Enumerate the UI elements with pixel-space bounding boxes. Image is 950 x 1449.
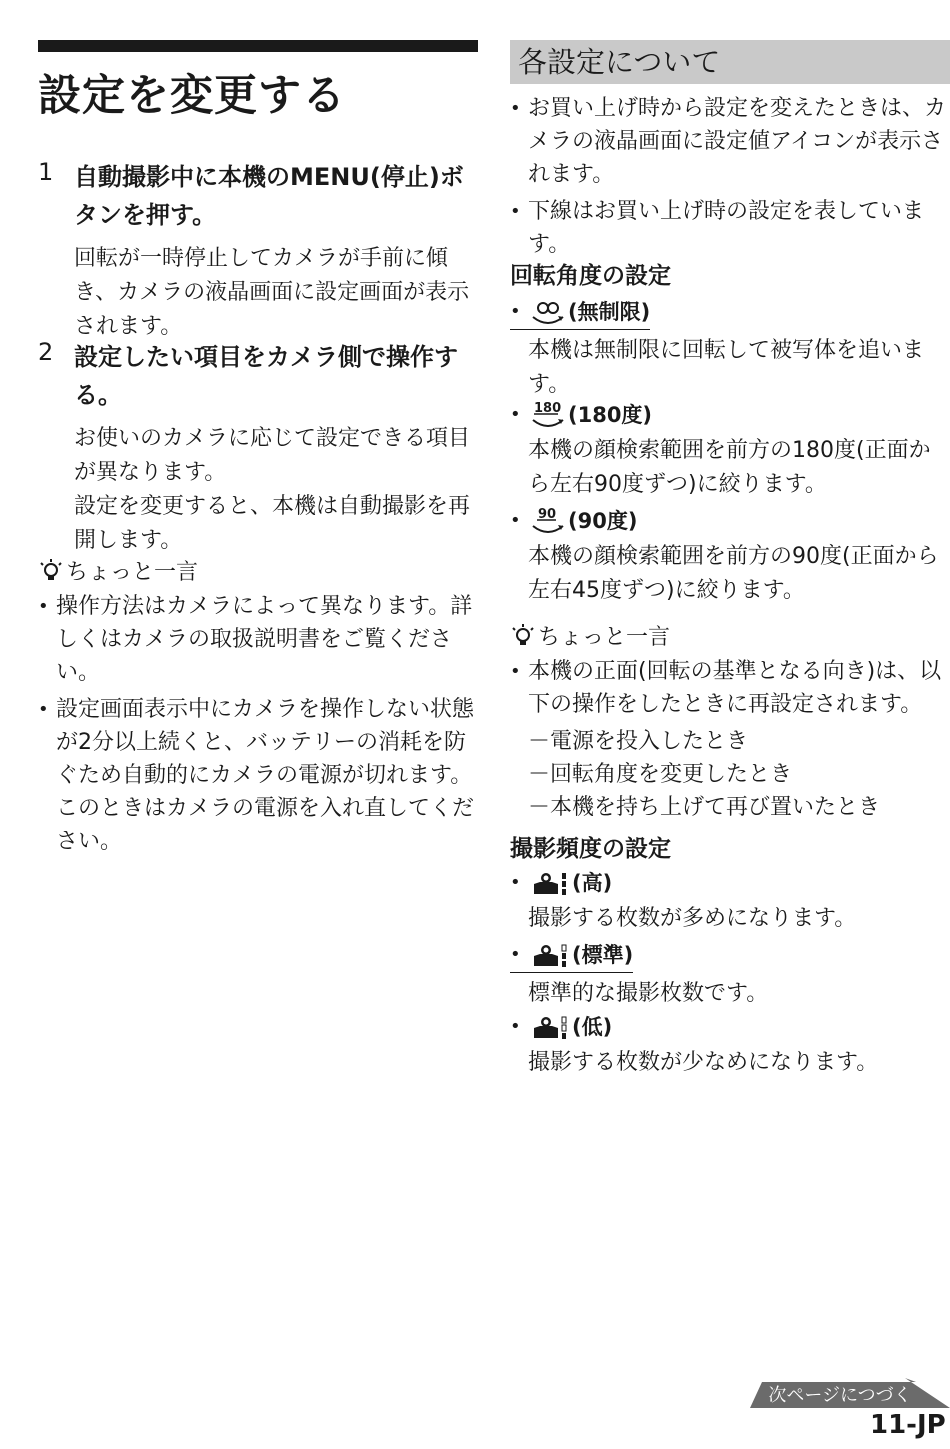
continue-tab — [740, 1378, 950, 1408]
option-label: (90度) — [568, 509, 638, 533]
rotation-90-icon — [528, 506, 568, 536]
hint-box — [38, 555, 478, 862]
rotation-180-icon — [528, 400, 568, 430]
hint-item: • 操作方法はカメラによって異なります。詳しくはカメラの取扱説明書をご覧ください。 — [38, 590, 478, 689]
option-label: • (標準) — [572, 943, 634, 967]
unlimited-rotation-icon — [528, 299, 568, 327]
step-heading: 自動撮影中に本機のMENU(停止)ボタンを押す。 — [74, 163, 464, 229]
option-label: • (無制限) — [568, 300, 651, 324]
step-number: 2 — [38, 338, 54, 366]
step-1 — [38, 158, 483, 344]
hint-title — [510, 620, 950, 651]
option-desc: 標準的な撮影枚数です。 — [528, 981, 769, 1006]
option-header — [510, 506, 950, 536]
frequency-heading: 撮影頻度の設定 — [510, 836, 671, 862]
continue-label: 次ページにつづく — [768, 1385, 912, 1406]
option-desc: 本機の顔検索範囲を前方の180度(正面から左右90度ずつ)に絞ります。 — [528, 438, 931, 497]
option-header — [510, 1012, 950, 1042]
frequency-high-icon — [528, 870, 572, 898]
lightbulb-icon — [510, 623, 536, 649]
lightbulb-icon — [38, 558, 64, 584]
page-number: 11-JP — [870, 1410, 946, 1440]
section-title: 各設定について — [518, 45, 721, 79]
hint-title-text: ちょっと一言 — [538, 625, 671, 650]
hint-dash-item: －回転角度を変更したとき — [528, 762, 793, 787]
frequency-standard-icon — [528, 942, 572, 970]
hint-list — [38, 590, 478, 858]
title-rule — [38, 40, 478, 52]
hint-dash-item: －本機を持ち上げて再び置いたとき — [528, 795, 881, 820]
option-label: • (低) — [572, 1015, 613, 1039]
option-header — [510, 868, 950, 898]
hint-list — [510, 655, 950, 721]
option-desc: 撮影する枚数が多めになります。 — [528, 906, 857, 931]
rotation-option-unlimited — [510, 297, 950, 402]
rotation-heading: 回転角度の設定 — [510, 263, 671, 289]
option-label: • (高) — [572, 871, 613, 895]
page-title: 設定を変更する — [38, 71, 346, 121]
hint-title — [38, 555, 478, 586]
icon-number: • 180 — [534, 401, 562, 416]
hint-item: • 本機の正面(回転の基準となる向き)は、以下の操作をしたときに再設定されます。 — [510, 655, 950, 721]
step-heading: 設定したい項目をカメラ側で操作する。 — [74, 343, 458, 409]
option-label: (180度) — [568, 403, 653, 427]
option-desc: 本機は無制限に回転して被写体を追います。 — [528, 338, 925, 397]
option-desc: 本機の顔検索範囲を前方の90度(正面から左右45度ずつ)に絞ります。 — [528, 544, 939, 603]
step-description: 回転が一時停止してカメラが手前に傾き、カメラの液晶画面に設定画面が表示されます。 — [74, 246, 470, 339]
frequency-low-icon — [528, 1014, 572, 1042]
option-header — [510, 400, 950, 430]
hint-item: • 設定画面表示中にカメラを操作しない状態が2分以上続くと、バッテリーの消耗を防ぐため自動的にカメラの電源が切れます。このときはカメラの電源を入れ直してください。 — [38, 693, 478, 858]
step-number: 1 — [38, 158, 54, 186]
hint-dash-item: －電源を投入したとき — [528, 729, 749, 754]
icon-number: • 90 — [538, 507, 557, 522]
hint-box-right — [510, 620, 950, 824]
frequency-option-standard — [510, 940, 950, 1011]
rotation-option-180 — [510, 400, 950, 502]
hint-title-text: ちょっと一言 — [66, 560, 199, 585]
frequency-option-low — [510, 1012, 950, 1080]
option-header — [510, 940, 633, 973]
step-description: お使いのカメラに応じて設定できる項目が異なります。 — [74, 426, 471, 485]
rotation-option-90 — [510, 506, 950, 608]
step-description: 設定を変更すると、本機は自動撮影を再開します。 — [74, 494, 471, 553]
intro-list — [510, 92, 950, 265]
option-header — [510, 297, 650, 330]
frequency-option-high — [510, 868, 950, 936]
option-desc: 撮影する枚数が少なめになります。 — [528, 1050, 879, 1075]
intro-item: • お買い上げ時から設定を変えたときは、カメラの液晶画面に設定値アイコンが表示されます。 — [510, 92, 950, 191]
intro-item: • 下線はお買い上げ時の設定を表しています。 — [510, 195, 950, 261]
step-2 — [38, 338, 483, 558]
